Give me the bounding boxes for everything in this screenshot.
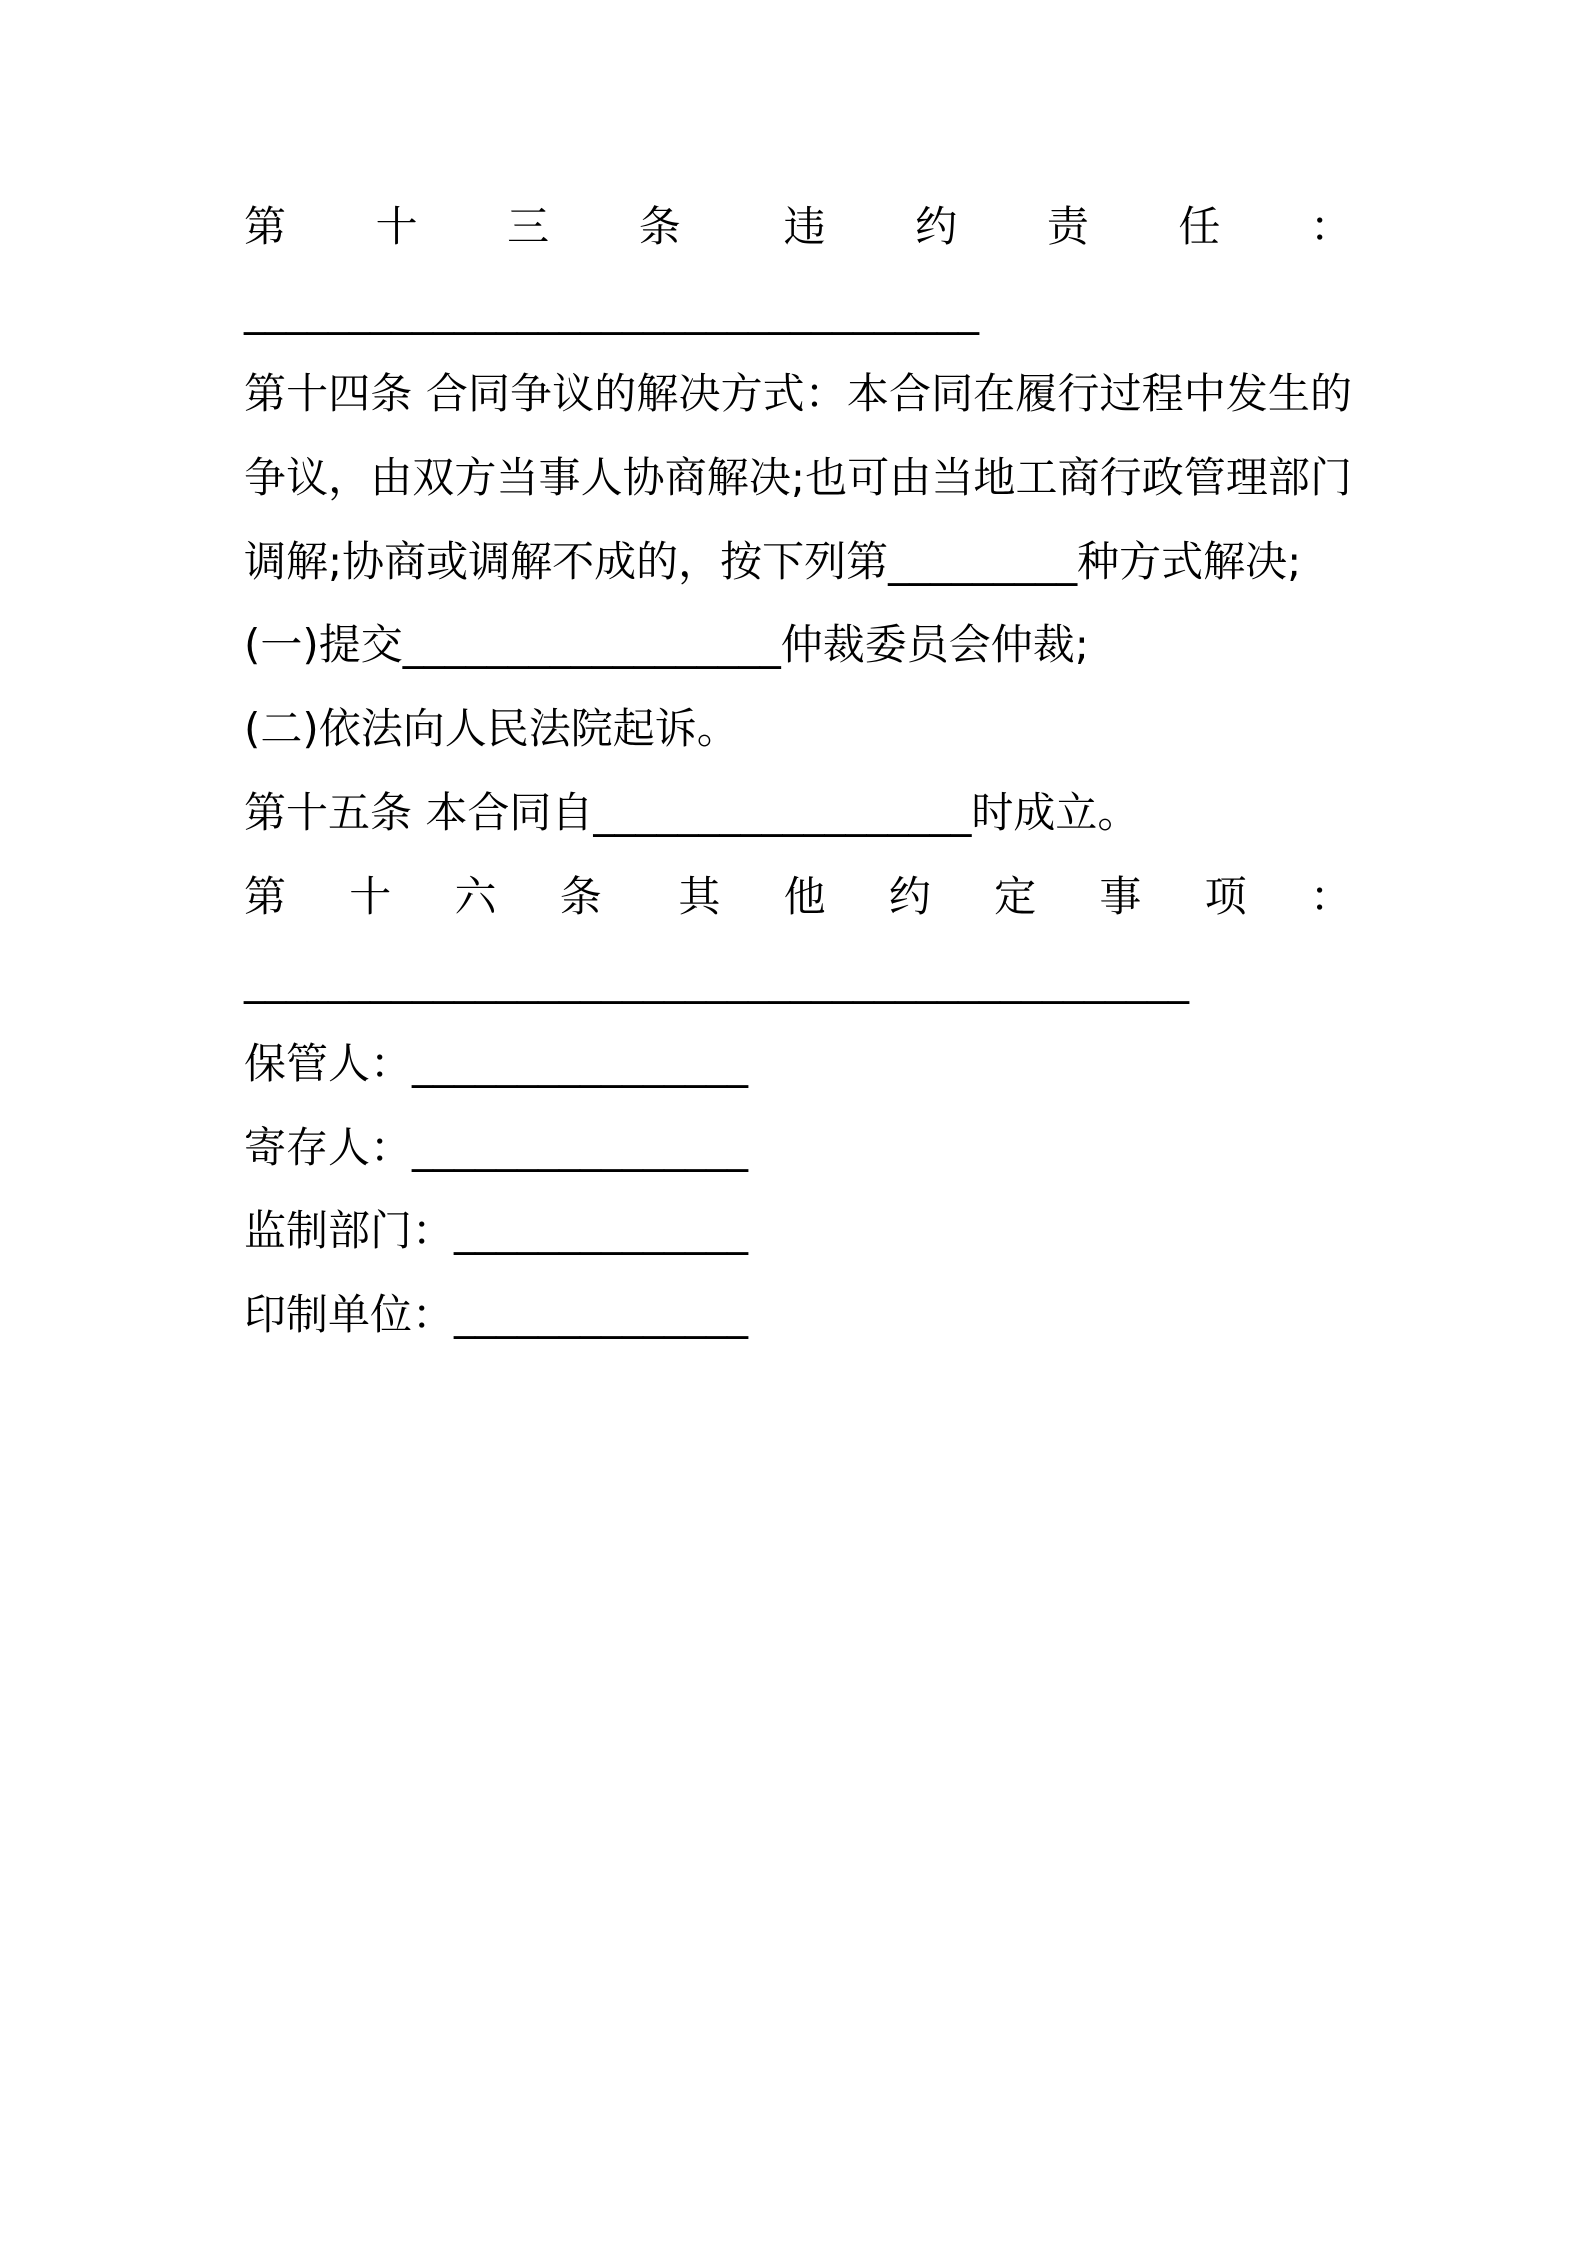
custodian-signature-line: 保管人：________________: [244, 1038, 749, 1088]
supervising-department-line: 监制部门：______________: [244, 1206, 749, 1256]
printing-unit-line: 印制单位：______________: [244, 1289, 749, 1339]
signature-block: [244, 1022, 1352, 1357]
heading-char: 第: [244, 202, 287, 251]
document-page: [244, 185, 1352, 1357]
heading-char: 任: [1178, 202, 1221, 251]
heading-char: 条: [559, 871, 616, 921]
article-13: [244, 185, 1352, 352]
heading-char: 三: [507, 202, 550, 251]
article-14-line-1: 第十四条 合同争议的解决方式：本合同在履行过程中发生的: [244, 369, 1352, 419]
article-16-blank: _____________________________________________: [244, 955, 1189, 1005]
heading-char: 约: [888, 871, 931, 921]
article-14-option-arbitration: (一)提交__________________仲裁委员会仲裁;: [244, 620, 1089, 670]
heading-char: 项: [1204, 871, 1247, 921]
heading-char: 第: [244, 871, 287, 921]
heading-char: 定: [994, 871, 1037, 921]
depositor-signature-line: 寄存人：________________: [244, 1122, 749, 1172]
heading-char: 十: [375, 202, 418, 251]
article-16: [244, 855, 1352, 1022]
heading-char: 约: [915, 202, 958, 251]
article-14: [244, 352, 1352, 770]
article-13-blank: ___________________________________: [244, 285, 979, 335]
article-14-line-2: 争议，由双方当事人协商解决;也可由当地工商行政管理部门: [244, 453, 1352, 503]
heading-char: 事: [1099, 871, 1142, 921]
article-15-text: 第十五条 本合同自__________________时成立。: [244, 787, 1140, 837]
article-16-heading: [244, 855, 1352, 939]
heading-char: 六: [454, 871, 497, 921]
article-14-option-court: (二)依法向人民法院起诉。: [244, 704, 739, 754]
article-13-heading: [244, 185, 1352, 269]
heading-char: ：: [1309, 202, 1352, 251]
heading-char: 十: [349, 871, 392, 921]
heading-char: 其: [678, 871, 721, 921]
heading-char: 他: [783, 871, 826, 921]
heading-char: ：: [1309, 871, 1352, 921]
heading-char: 违: [783, 202, 826, 251]
article-15: [244, 771, 1352, 855]
heading-char: 条: [638, 202, 695, 251]
article-14-line-3: 调解;协商或调解不成的，按下列第_________种方式解决;: [244, 536, 1302, 586]
heading-char: 责: [1046, 202, 1089, 251]
